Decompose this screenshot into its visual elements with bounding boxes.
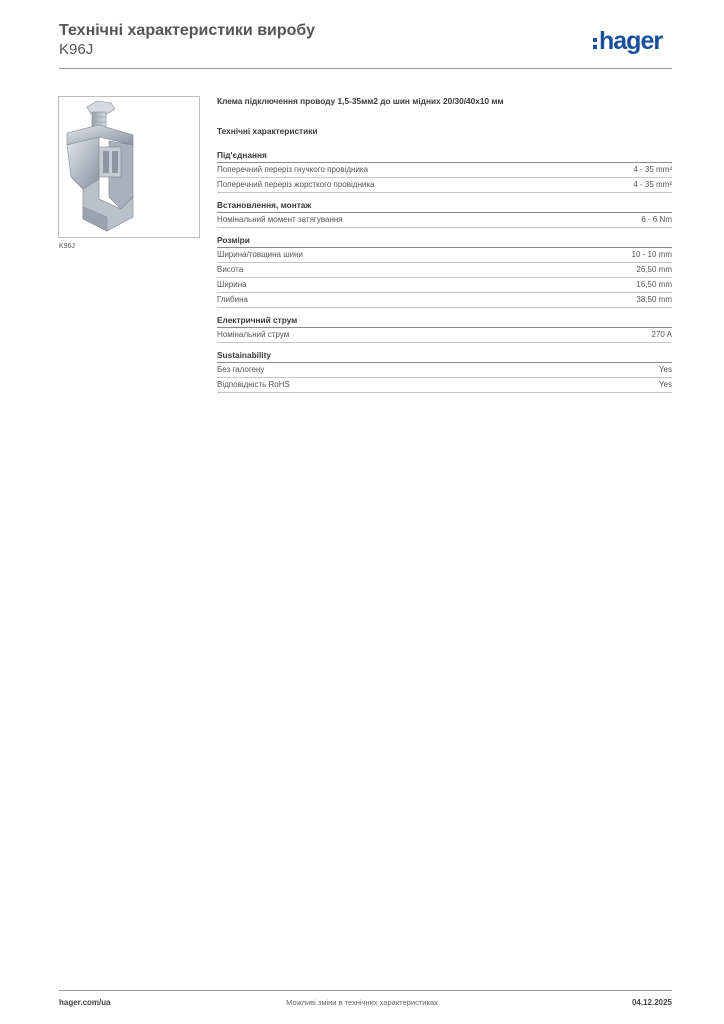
spec-row (217, 328, 672, 343)
spec-row (217, 263, 672, 278)
spec-label: Номінальний струм (217, 330, 290, 339)
spec-label: Поперечний переріз жорсткого провідника (217, 180, 375, 189)
spec-row (217, 213, 672, 228)
page-title: Технічні характеристики виробу (59, 22, 315, 39)
product-image (58, 96, 200, 238)
spec-value: 10 - 10 mm (631, 250, 672, 259)
footer-disclaimer: Можливі зміни в технічних характеристиках (286, 998, 438, 1007)
logo-text: hager (599, 26, 663, 55)
product-code: K96J (59, 41, 94, 58)
header-divider (59, 68, 672, 69)
spec-value: Yes (658, 380, 672, 389)
footer-date: 04.12.2025 (631, 998, 672, 1007)
spec-value: 6 - 6 Nm (641, 215, 672, 224)
spec-row (217, 378, 672, 393)
spec-row (217, 363, 672, 378)
spec-value: 26,50 mm (636, 265, 672, 274)
spec-label: Глибина (217, 295, 248, 304)
section-dimensions (217, 235, 672, 308)
section-title: Розміри (217, 235, 672, 248)
section-sustainability (217, 350, 672, 393)
spec-row (217, 178, 672, 193)
spec-row (217, 163, 672, 178)
specs-heading: Технічні характеристики (217, 126, 318, 136)
section-title: Sustainability (217, 350, 672, 363)
footer-divider (59, 990, 672, 991)
footer-website-link[interactable]: hager.com/ua (59, 998, 111, 1007)
spec-label: Ширина (217, 280, 247, 289)
spec-label: Поперечний переріз гнучкого провідника (217, 165, 369, 174)
product-description: Клема підключення проводу 1,5-35мм2 до шин мідних 20/30/40x10 мм (217, 96, 504, 106)
spec-value: 38,50 mm (636, 295, 672, 304)
section-title: Встановлення, монтаж (217, 200, 672, 213)
logo-dots-icon (593, 38, 597, 49)
spec-value: 4 - 35 mm² (633, 180, 672, 189)
spec-row (217, 278, 672, 293)
section-connection (217, 150, 672, 193)
section-installation (217, 200, 672, 228)
terminal-clamp-icon (59, 97, 199, 237)
spec-label: Номінальний момент затягування (217, 215, 343, 224)
specs-panel (217, 96, 672, 400)
spec-label: Ширина/товщина шини (217, 250, 303, 259)
spec-value: 270 A (651, 330, 672, 339)
spec-row (217, 248, 672, 263)
hager-logo[interactable] (593, 26, 662, 56)
image-caption: K96J (59, 243, 75, 250)
spec-label: Без галогену (217, 365, 265, 374)
spec-value: Yes (658, 365, 672, 374)
spec-row (217, 293, 672, 308)
spec-value: 16,50 mm (636, 280, 672, 289)
section-electrical (217, 315, 672, 343)
spec-value: 4 - 35 mm² (633, 165, 672, 174)
spec-label: Висота (217, 265, 244, 274)
section-title: Електричний струм (217, 315, 672, 328)
spec-label: Відповідність RoHS (217, 380, 290, 389)
section-title: Під'єднання (217, 150, 672, 163)
